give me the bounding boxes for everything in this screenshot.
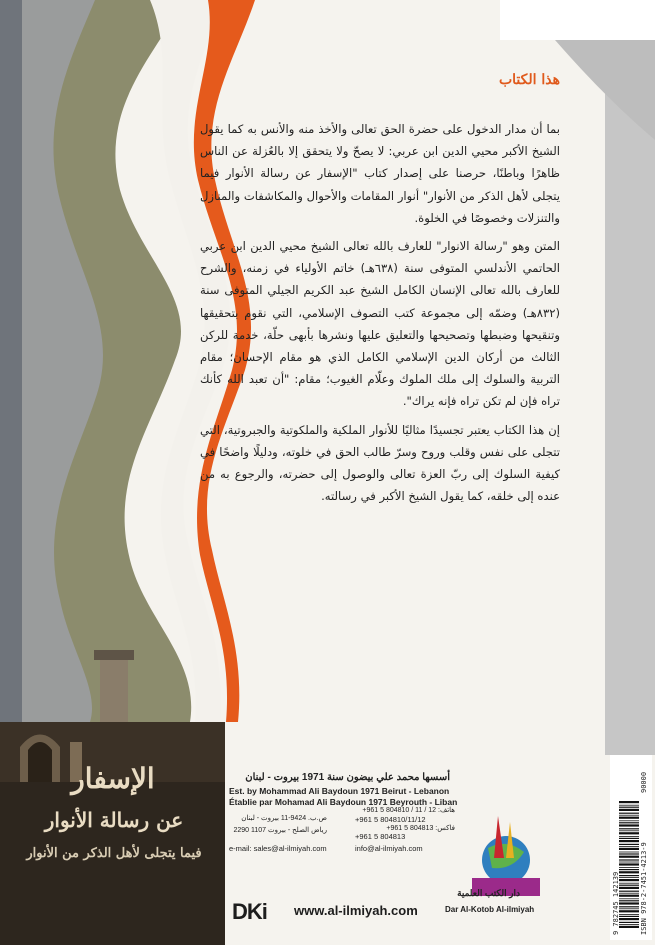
barcode-bar bbox=[619, 824, 639, 826]
barcode-bar bbox=[619, 900, 639, 901]
barcode-bar bbox=[619, 887, 639, 889]
ornament-column bbox=[100, 655, 128, 725]
barcode-digits: 9 782745 142139 bbox=[612, 871, 620, 935]
book-subtitle: عن رسالة الأنوار bbox=[44, 808, 184, 832]
this-book-label: هذا الكتاب bbox=[498, 72, 560, 88]
barcode-bar bbox=[619, 895, 639, 897]
barcode-bar bbox=[619, 859, 639, 860]
website-link[interactable]: www.al-ilmiyah.com bbox=[294, 903, 418, 918]
barcode-bar bbox=[619, 822, 639, 823]
title-block bbox=[0, 722, 225, 945]
email-address-2[interactable]: info@al-ilmiyah.com bbox=[355, 844, 423, 853]
blurb-paragraph-3: إن هذا الكتاب يعتبر تجسيدًا مثاليًا للأنوار الملكية والملكوتية والجبروتية، التي تتجلى على نفس وقلب وروح وسرّ طالب الحق في خلوته، ودليلًا واضحًا في كيفية السلوك إلى ربّ العزة تعالى والوصول إلى حضرته، والرجوع به من عنده إلى خلقه، كما يقول الشيخ الأكبر في رسالته. bbox=[200, 422, 560, 504]
founded-french: Établie par Mohamad Ali Baydoun 1971 Beyrouth - Liban bbox=[229, 797, 458, 807]
book-title: الإسفار bbox=[71, 762, 155, 795]
fax-arabic: فاكس: 804813 5 961+ bbox=[386, 825, 455, 832]
barcode-bar bbox=[619, 838, 639, 839]
phone-number: +961 5 804810/11/12 bbox=[355, 815, 426, 824]
barcode-bar bbox=[619, 918, 639, 920]
publisher-name-english: Dar Al-Kotob Al-ilmiyah bbox=[445, 905, 535, 914]
barcode-bar bbox=[619, 926, 639, 928]
founded-arabic: أسسها محمد علي بيضون سنة 1971 بيروت - لبنان bbox=[245, 772, 450, 783]
ornament-capital bbox=[94, 650, 134, 660]
barcode-bar bbox=[619, 910, 639, 912]
address-arabic: ص.ب. 9424-11 بيروت - لبنان bbox=[241, 815, 327, 822]
barcode-bar bbox=[619, 916, 639, 917]
barcode-bar bbox=[619, 836, 639, 837]
barcode-bar bbox=[619, 908, 639, 909]
blurb-paragraph-1: بما أن مدار الدخول على حضرة الحق تعالى والأخذ منه والأنس به كما يقول الشيخ الأكبر محيي الدين ابن عربي: لا يصحّ ولا يتحقق إلا بالعُزلة عن الناس ظاهرًا وباطنًا، حرصنا على إصدار كتاب "الإسفار عن رسالة الأنوار فيما يتجلى لأهل الذكر من الأنوار" أنوار المقامات والأحوال والمكاشفات والمنازل والتنزلات وخصوصًا في الخلوة. bbox=[200, 122, 560, 225]
right-grey-block bbox=[605, 40, 655, 755]
publisher-info bbox=[225, 770, 605, 945]
barcode-bar bbox=[619, 820, 639, 821]
barcode-bar bbox=[619, 867, 639, 868]
barcode-bar bbox=[619, 891, 639, 892]
phone-arabic: هاتف: 12 / 11 / 804810 5 961+ bbox=[362, 807, 455, 814]
barcode-bar bbox=[619, 922, 639, 923]
barcode-bar bbox=[619, 846, 639, 847]
address-arabic-2: رياض الصلح - بيروت 1107 2290 bbox=[233, 827, 327, 834]
barcode-bar bbox=[619, 906, 639, 907]
founded-english: Est. by Mohammad Ali Baydoun 1971 Beirut - Lebanon bbox=[229, 786, 450, 796]
barcode-bar bbox=[619, 856, 639, 858]
barcode-bar bbox=[619, 840, 639, 842]
barcode-bar bbox=[619, 828, 639, 829]
barcode-bar bbox=[619, 885, 639, 886]
top-right-panel bbox=[500, 0, 655, 40]
barcode-bar bbox=[619, 830, 639, 831]
publisher-name-arabic: دار الكتب العلمية bbox=[457, 888, 520, 898]
barcode-bar bbox=[619, 914, 639, 915]
barcode-bar bbox=[619, 805, 639, 806]
barcode-bar bbox=[619, 902, 639, 904]
barcode-bar bbox=[619, 801, 639, 803]
barcode bbox=[610, 755, 652, 940]
barcode-bar bbox=[619, 898, 639, 899]
barcode-bar bbox=[619, 875, 639, 876]
barcode-bar bbox=[619, 832, 639, 834]
barcode-bar bbox=[619, 883, 639, 884]
barcode-bar bbox=[619, 862, 639, 863]
barcode-bar bbox=[619, 871, 639, 873]
barcode-bar bbox=[619, 813, 639, 814]
barcode-bar bbox=[619, 924, 639, 925]
barcode-bar bbox=[619, 844, 639, 845]
barcode-bar bbox=[619, 863, 639, 865]
isbn-text: ISBN 978-2-7451-4213-9 bbox=[640, 842, 648, 935]
barcode-bar bbox=[619, 852, 639, 853]
fax-number: +961 5 804813 bbox=[355, 832, 406, 841]
barcode-bar bbox=[619, 807, 639, 808]
barcode-bar bbox=[619, 877, 639, 878]
email-address[interactable]: e-mail: sales@al-ilmiyah.com bbox=[229, 844, 327, 853]
price-code: 90000 bbox=[640, 771, 648, 793]
barcode-bar bbox=[619, 893, 639, 894]
barcode-bar bbox=[619, 817, 639, 819]
barcode-bar bbox=[619, 815, 639, 816]
barcode-bar bbox=[619, 848, 639, 850]
dki-logo: DKi bbox=[232, 899, 267, 924]
blurb-text bbox=[200, 118, 560, 513]
barcode-bar bbox=[619, 879, 639, 881]
barcode-bar bbox=[619, 809, 639, 811]
blurb-paragraph-2: المتن وهو "رسالة الانوار" للعارف بالله تعالى الشيخ محيي الدين ابن عربي الحاتمي الأندلسي المتوفى سنة (٦٣٨هـ) خاتم الأولياء في زمنه، والشرح للعارف بالله تعالى الإنسان الكامل الشيخ عبد الكريم الجيلي المتوفى سنة (٨٣٢هـ) وضمّه إلى مجموعة كتب التصوف الإسلامي، التي نقوم بتحقيقها وتنقيحها وضبطها وتصحيحها والتعليق عليها ونشرها بأبهى حلّة، خدمة للركن الثالث من أركان الدين الإسلامي الكامل الذي هو مقام الإحسان؛ مقام التربية والسلوك إلى ملك الملوك وعلّام الغيوب؛ مقام: "أن تعبد الله كأنك تراه فإن لم تكن تراه فإنه يراك". bbox=[200, 239, 560, 409]
barcode-bar bbox=[619, 853, 639, 854]
book-subtitle-2: فيما يتجلى لأهل الذكر من الأنوار bbox=[26, 846, 202, 861]
barcode-bar bbox=[619, 869, 639, 870]
